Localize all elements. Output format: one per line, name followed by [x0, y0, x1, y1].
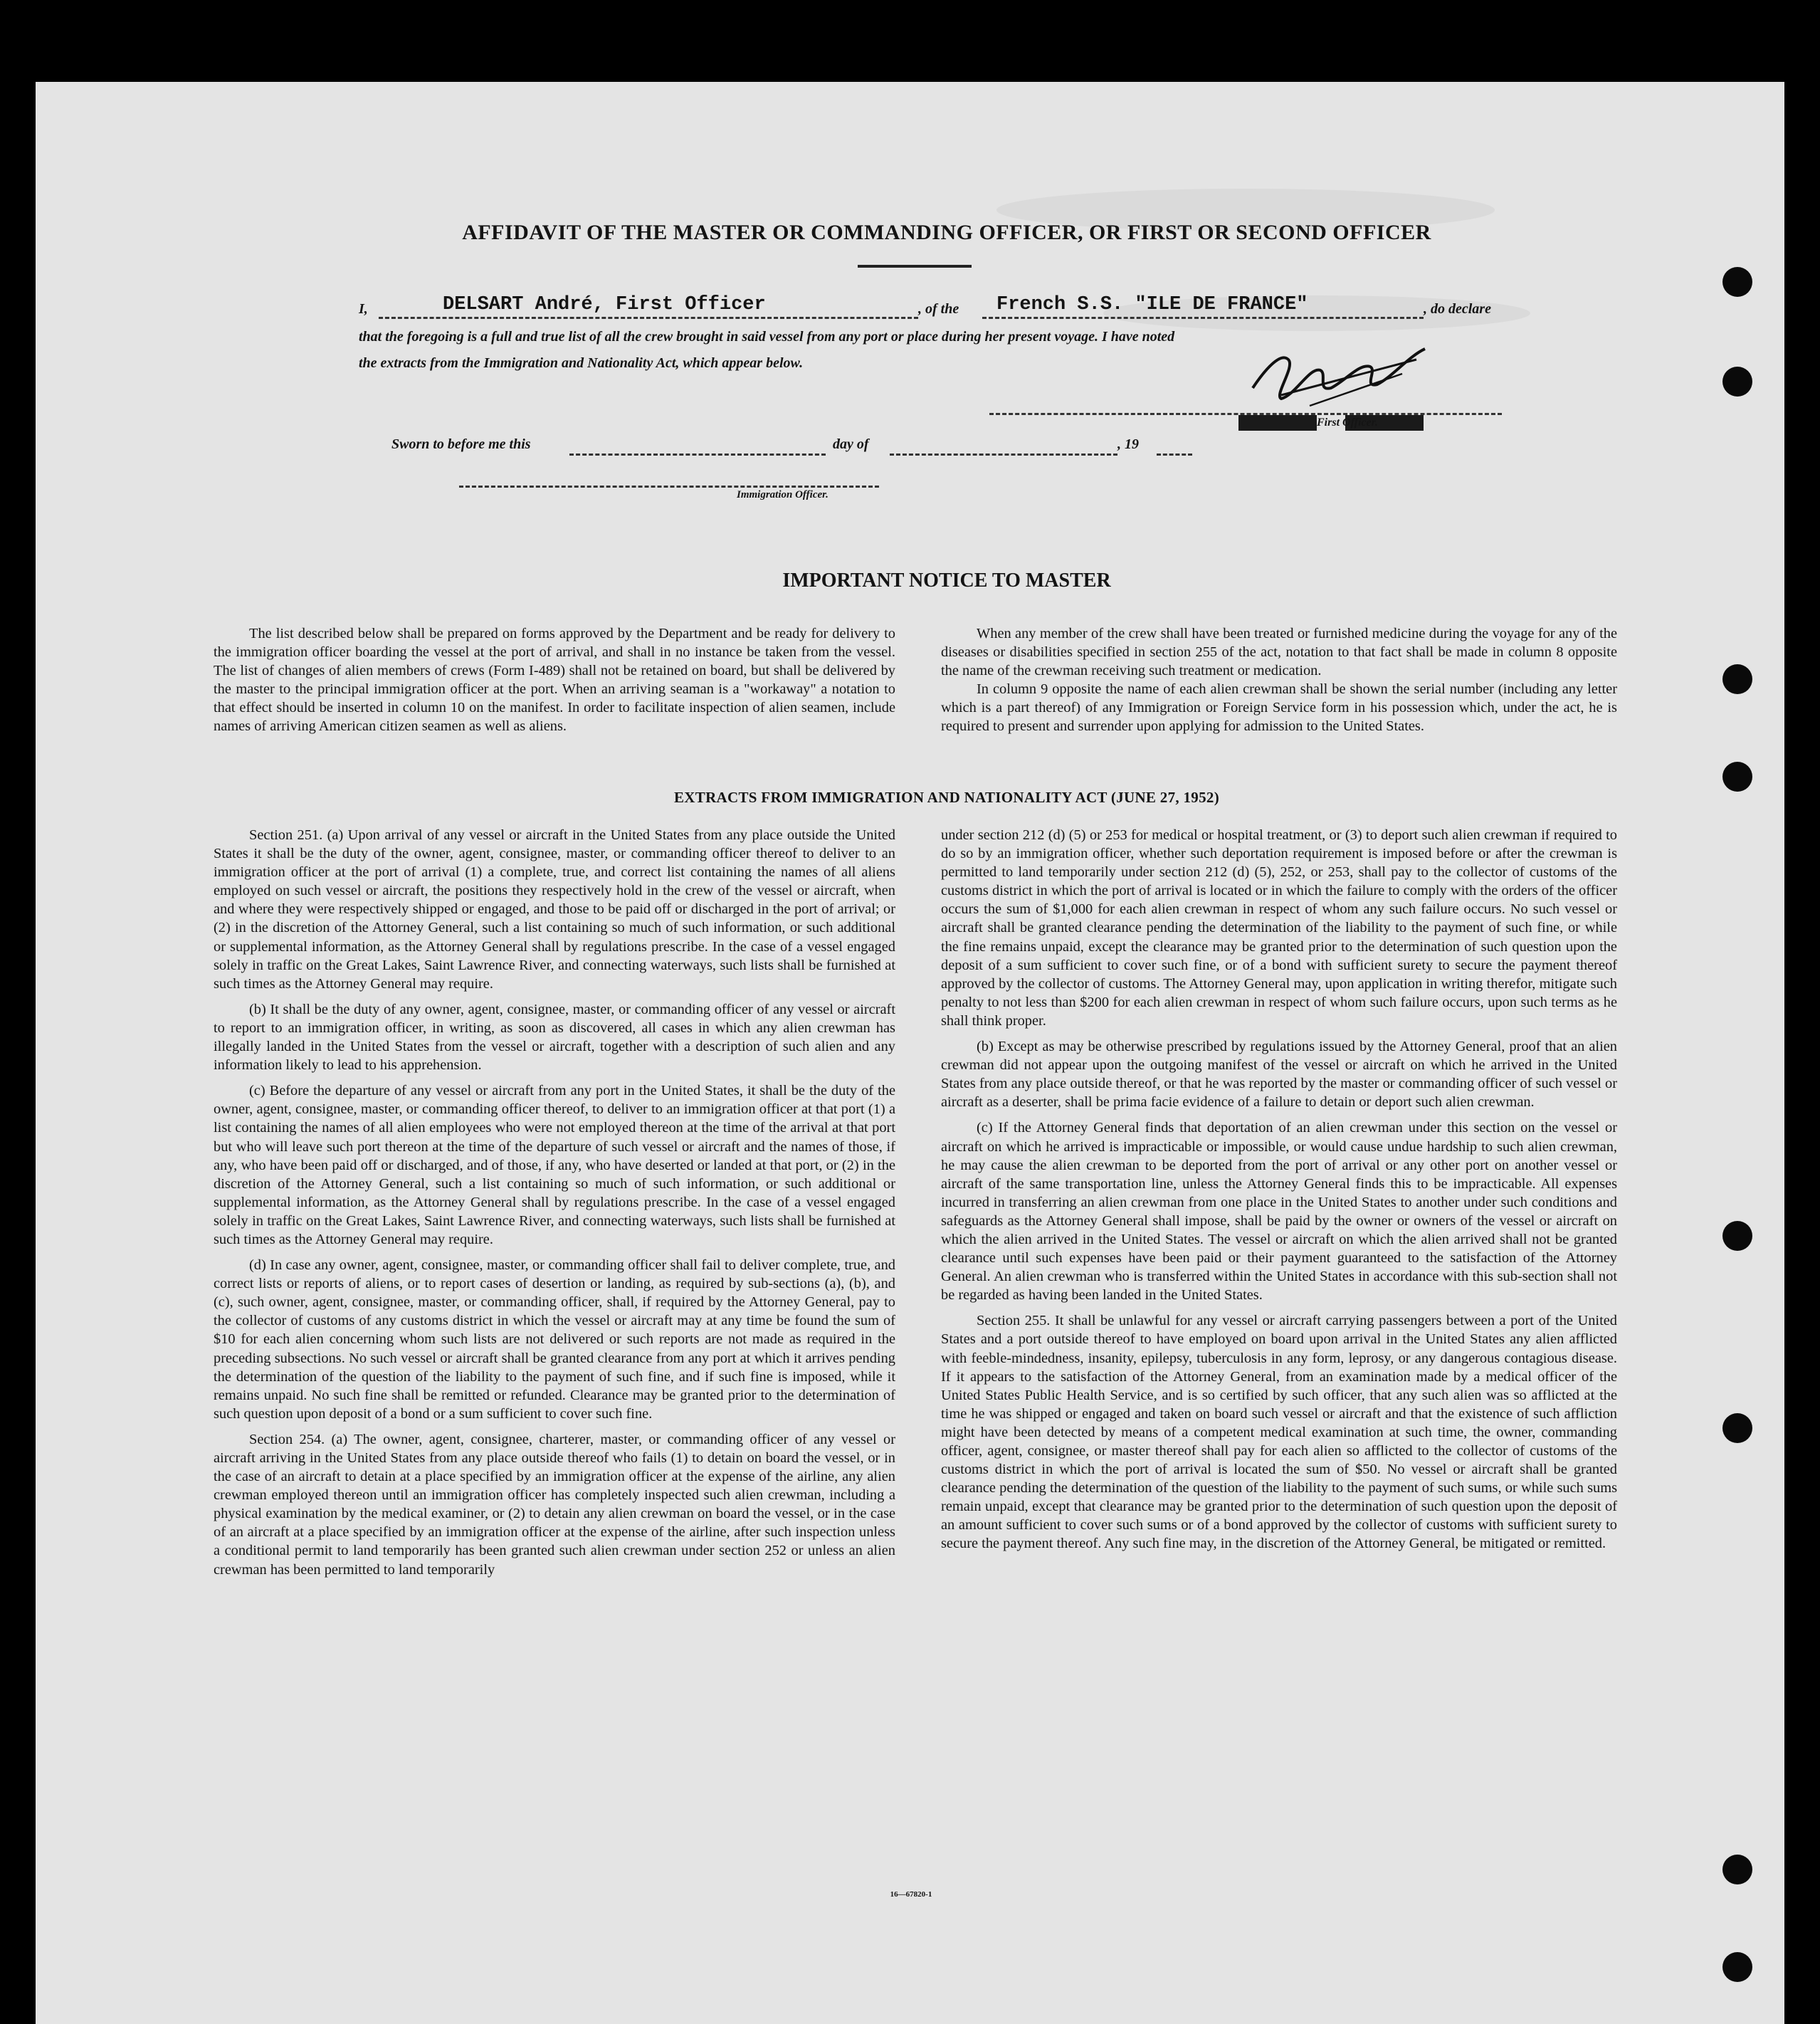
section-251-b: (b) It shall be the duty of any owner, agent, consignee, master, or commanding officer of any vessel or aircraft to report to an immigration officer, in writing, as soon as discovered, all cases in which any alien crewman has illegally landed in the United States from the vessel or aircraft, together with a description of such alien and any information likely to lead to his apprehension. — [214, 1001, 895, 1074]
binder-hole — [1722, 1855, 1752, 1884]
declaration-text-line-3: the extracts from the Immigration and Nationality Act, which appear below. — [359, 355, 804, 371]
sworn-month-line — [890, 453, 1117, 456]
immigration-officer-line — [459, 486, 879, 488]
notice-title: IMPORTANT NOTICE TO MASTER — [782, 570, 1111, 592]
day-of-label: day of — [833, 436, 869, 452]
section-251-c: (c) Before the departure of any vessel or aircraft from any port in the United States, it shall be the duty of the owner, agent, consignee, master, or commanding officer thereof, to deliver to an immigration officer at that port (1) a list containing the names of all alien employees who were not employed thereon at the time of the arrival at that port but who will leave such port thereon at the time of the departure of such vessel or aircraft and the names of those, if any, who have been paid off or discharged, and of those, if any, who have deserted or landed at that port, or (2) in the discretion of the Attorney General, such a list containing so much of such information, or such additional or supplemental information, as the Attorney General shall by regulations prescribe. In the case of a vessel engaged solely in traffic on the Great Lakes, Saint Lawrence River, and connecting waterways, such lists shall be furnished at such times as the Attorney General may require. — [214, 1083, 895, 1247]
struck-out-text — [1238, 415, 1317, 431]
do-declare-label: , do declare — [1424, 301, 1491, 317]
declaration-i-label: I, — [359, 301, 368, 317]
form-number: 16—67820-1 — [890, 1890, 932, 1899]
binder-hole — [1722, 367, 1752, 397]
section-254-c: (c) If the Attorney General finds that deportation of an alien crewman under this section on the vessel or aircraft on which he arrived is impracticable or impossible, or would cause undue hardship to such alien crewman, he may cause the alien crewman to be deported from the port of arrival or any other port on another vessel or aircraft of the same transportation line, unless the Attorney General finds this to be impracticable. All expenses incurred in transferring an alien crewman from one place in the United States to another under such conditions and safeguards as the Attorney General shall impose, shall be paid by the owner or owners of the vessel or aircraft on which the alien arrived in the United States. The vessel or aircraft on which the alien arrived shall not be granted clearance until such expenses have been paid or their payment guaranteed to the satisfaction of the Attorney General. An alien crewman who is transferred within the United States in accordance with this sub-section shall not be regarded as having been landed in the United States. — [941, 1120, 1617, 1304]
officer-name-value: DELSART André, First Officer — [443, 294, 766, 315]
section-251-d: (d) In case any owner, agent, consignee, master, or commanding officer shall fail to deliver complete, true, and correct lists or reports of aliens, or to report cases of desertion or landing, as required by sub-sections (a), (b), and (c), such owner, agent, consignee, master, or commanding officer, shall, if required by the Attorney General, pay to the collector of customs of any customs district in which the vessel or aircraft may at any time be found the sum of $10 for each alien concerning whom such lists are not delivered or such reports are not made as required in the preceding subsections. No such vessel or aircraft shall be granted clearance from any port at which it arrives pending the determination of the question of the liability to the payment of such fine, and if such fine is imposed, while it remains unpaid. No such fine shall be remitted or refunded. Clearance may be granted prior to the determination of such question upon deposit of a bond or a sum sufficient to cover such fine. — [214, 1257, 895, 1422]
binder-hole — [1722, 267, 1752, 297]
binder-hole — [1722, 762, 1752, 792]
notice-right-paragraph-1: When any member of the crew shall have been treated or furnished medicine during the voyage for any of the diseases or disabilities specified in section 255 of the act, notation to that fact shall be made in column 8 opposite the name of the crewman receiving such treatment or medication. — [941, 626, 1617, 679]
of-the-label: , of the — [918, 301, 959, 317]
section-251-a: Section 251. (a) Upon arrival of any vessel or aircraft in the United States from any place outside the United States it shall be the duty of the owner, agent, consignee, master, or commanding officer thereof to deliver to an immigration officer at the port of arrival (1) a complete, true, and correct list containing the names of all aliens employed on such vessel or aircraft, the positions they respectively hold in the crew of the vessel or aircraft, when and where they were respectively shipped or engaged, and those to be paid off or discharged in the port of arrival; or (2) in the discretion of the Attorney General, such a list containing so much of such information, or such additional or supplemental information, as the Attorney General shall by regulations prescribe. In the case of a vessel engaged solely in traffic on the Great Lakes, Saint Lawrence River, and connecting waterways, such lists shall be furnished at such times as the Attorney General may require. — [214, 827, 895, 992]
vessel-name-value: French S.S. "ILE DE FRANCE" — [996, 294, 1308, 315]
affidavit-title: AFFIDAVIT OF THE MASTER OR COMMANDING OFFICER, OR FIRST OR SECOND OFFICER — [462, 221, 1431, 244]
section-255: Section 255. It shall be unlawful for any vessel or aircraft carrying passengers between a port of the United States and a port outside thereof to have employed on board upon arrival in the United States any alien afflicted with feeble-mindedness, insanity, epilepsy, tuberculosis in any form, leprosy, or any dangerous contagious disease. If it appears to the satisfaction of the Attorney General, from an examination made by a medical officer of the United States Public Health Service, and is so certified by such officer, that any such alien was so afflicted at the time he was shipped or engaged and taken on board such vessel or aircraft and that the existence of such affliction might have been detected by means of a competent medical examination at such time, the owner, commanding officer, agent, consignee, or master thereof shall pay for each alien so afflicted to the collector of customs of the customs district in which the port of arrival is located the sum of $50. No vessel or aircraft shall be granted clearance pending the determination of the question of the liability to the payment of such sums, or while such sums remain unpaid, except that clearance may be granted prior to the determination of such question upon the deposit of an amount sufficient to cover such sums or of a bond approved by the collector of customs with sufficient surety to secure the payment thereof. Any such fine may, in the discretion of the Attorney General, be mitigated or remitted. — [941, 1313, 1617, 1552]
signature-caption: First Officer. — [1317, 416, 1378, 429]
officer-name-line — [379, 317, 918, 319]
vessel-line — [982, 317, 1424, 319]
title-divider — [858, 265, 972, 268]
extracts-left-column — [214, 826, 895, 1579]
notice-right-column — [941, 624, 1617, 736]
binder-hole — [1722, 1952, 1752, 1982]
binder-hole — [1722, 1413, 1752, 1443]
officer-signature — [1238, 338, 1431, 416]
document-sheet — [36, 82, 1784, 2024]
section-254-b: (b) Except as may be otherwise prescribed by regulations issued by the Attorney General, proof that an alien crewman did not appear upon the outgoing manifest of the vessel or aircraft on which he arrived in the United States from any place outside thereof, or that he was reported by the master or commanding officer of such vessel or aircraft as a deserter, shall be prima facie evidence of a failure to detain or deport such alien crewman. — [941, 1039, 1617, 1111]
notice-right-paragraph-2: In column 9 opposite the name of each alien crewman shall be shown the serial number (including any letter which is a part thereof) of any Immigration or Foreign Service form in his possession which, under the act, he is required to present and surrender upon applying for admission to the United States. — [941, 681, 1617, 735]
declaration-text-line-2: that the foregoing is a full and true list of all the crew brought in said vessel from any port or place during her present voyage. I have noted — [359, 329, 1175, 345]
immigration-officer-label: Immigration Officer. — [737, 489, 829, 500]
sworn-label: Sworn to before me this — [391, 436, 531, 452]
extracts-right-column — [941, 826, 1617, 1553]
sworn-day-line — [569, 453, 826, 456]
notice-left-column — [214, 624, 895, 736]
extracts-title: EXTRACTS FROM IMMIGRATION AND NATIONALITY ACT (JUNE 27, 1952) — [674, 789, 1219, 806]
section-254-a-continued: under section 212 (d) (5) or 253 for medical or hospital treatment, or (3) to deport such alien crewman if required to do so by an immigration officer, whether such deportation requirement is imposed before or after the crewman is permitted to land temporarily under section 212 (d) (5), 252, or 253, shall pay to the collector of customs of the customs district in which the port of arrival is located or in which the failure to comply with the orders of the officer occurs the sum of $1,000 for each alien crewman in respect of whom any such failure occurs. No such vessel or aircraft shall be granted clearance pending the determination of the liability to the payment of such fine, or while the fine remains unpaid, except the clearance may be granted prior to the determination of such question upon the deposit of a sum sufficient to cover such fine, or of a bond with sufficient surety to secure the payment thereof approved by the collector of customs. The Attorney General may, upon application in writing therefor, mitigate such penalty to not less than $200 for each alien crewman in respect of whom such failure occurs, upon such terms as he shall think proper. — [941, 827, 1617, 1029]
section-254-a: Section 254. (a) The owner, agent, consignee, charterer, master, or commanding officer of any vessel or aircraft arriving in the United States from any place outside thereof who fails (1) to detain on board the vessel, or in the case of an aircraft to detain at a place specified by an immigration officer at the expense of the airline, any alien crewman employed thereon until an immigration officer has completely inspected such alien crewman, including a physical examination by the medical examiner, or (2) to detain any alien crewman on board the vessel, or in the case of an aircraft at a place specified by an immigration officer at the expense of the airline, after such inspection unless a conditional permit to land temporarily has been granted such alien crewman under section 252 or unless an alien crewman has been permitted to land temporarily — [214, 1431, 895, 1578]
year-label: , 19 — [1117, 436, 1139, 452]
sworn-year-line — [1157, 453, 1192, 456]
notice-left-paragraph: The list described below shall be prepared on forms approved by the Department and be ready for delivery to the immigration officer boarding the vessel at the port of arrival, and shall in no instance be taken from the vessel. The list of changes of alien members of crews (Form I-489) shall not be retained on board, but shall be delivered by the master to the principal immigration officer at the port. When an arriving seaman is a "workaway" a notation to that effect should be inserted in column 10 on the manifest. In order to facilitate inspection of alien seamen, include names of arriving American citizen seamen as well as aliens. — [214, 626, 895, 735]
binder-hole — [1722, 664, 1752, 694]
binder-hole — [1722, 1221, 1752, 1251]
